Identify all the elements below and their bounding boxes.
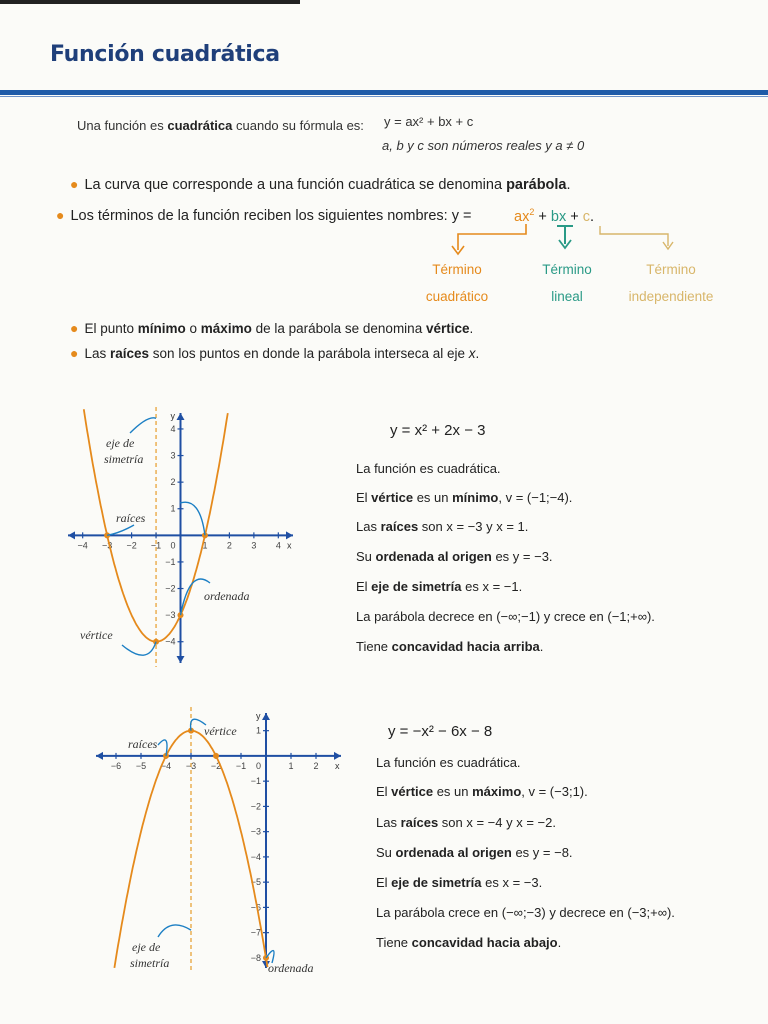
x-tick-label: 2 [226, 540, 232, 551]
origin-label: 0 [255, 760, 261, 771]
y-tick-label: 2 [170, 477, 176, 488]
bullet-4-tail: . [475, 346, 480, 361]
e1l2d: mínimo [452, 490, 499, 505]
e2l2c: es un [433, 784, 473, 799]
bullet-3-strong-1: mínimo [137, 321, 186, 336]
e2l2e: , v = (−3;1). [521, 784, 588, 799]
label-quadratic-term [412, 256, 502, 310]
independent-arrow-path [600, 226, 668, 246]
y-tick-label: −7 [250, 927, 261, 938]
general-formula: y = ax² + bx + c [384, 114, 474, 129]
y-tick-label: −2 [165, 583, 176, 594]
e2l5b: eje de simetría [391, 875, 482, 890]
e1l7b: concavidad hacia arriba [391, 639, 540, 654]
bullet-3-lead: El punto [84, 321, 138, 336]
e1l3c: son x = −3 y x = 1. [418, 519, 529, 534]
y-tick-label: −1 [250, 776, 261, 787]
x-tick-label: −4 [160, 760, 172, 771]
page-title: Función cuadrática [50, 42, 280, 67]
label-quadratic-2: cuadrático [425, 289, 489, 304]
y-tick-label: 1 [170, 503, 176, 514]
top-rule [0, 0, 300, 4]
x-axis-arrow-left [68, 531, 75, 539]
e1l2b: vértice [371, 490, 414, 505]
e2l4b: ordenada al origen [395, 845, 512, 860]
title-underline-thin [0, 96, 768, 97]
x-tick-label: −3 [101, 540, 113, 551]
y-tick-label: −4 [250, 851, 261, 862]
example2-line-4 [376, 845, 573, 860]
x-tick-label: −1 [150, 540, 162, 551]
e2l7a: Tiene [376, 935, 412, 950]
bullet-3-strong-3: vértice [425, 321, 470, 336]
x-tick-label: 4 [275, 540, 281, 551]
label-independent-term [614, 256, 728, 310]
x-tick-label: −5 [135, 760, 147, 771]
x-axis-arrow [334, 752, 341, 760]
e1l7c: . [539, 639, 544, 654]
e1l5a: El [356, 579, 372, 594]
x-tick-label: 1 [288, 760, 294, 771]
e1l3b: raíces [380, 519, 419, 534]
y-tick-label: 4 [170, 423, 176, 434]
definition-tail: cuando su fórmula es: [232, 118, 364, 133]
bullet-4-lead: Las [84, 346, 110, 361]
example2-line-7 [376, 935, 561, 950]
y-tick-label: −2 [250, 801, 261, 812]
y-tick-label: −6 [250, 902, 261, 913]
quadratic-arrow-path [458, 224, 526, 250]
y-axis-arrow [262, 713, 270, 720]
x-axis-label: x [287, 540, 292, 551]
plus-1: + [538, 208, 547, 225]
e1l4c: es y = −3. [491, 549, 553, 564]
y-tick-label: 1 [255, 725, 261, 736]
y-tick-label: −1 [165, 556, 176, 567]
bullet-1-tail: . [566, 177, 571, 193]
y-tick-label: −4 [165, 636, 176, 647]
e1l2c: es un [413, 490, 453, 505]
bullet-3-mid-1: o [185, 321, 201, 336]
example2-line-6: La parábola crece en (−∞;−3) y decrece en (−3;+∞). [376, 905, 675, 920]
bullet-dot: ● [70, 176, 79, 192]
label-quadratic-1: Término [432, 262, 482, 277]
definition-lead: Una función es [77, 118, 168, 133]
x-axis-label: x [335, 760, 340, 771]
e2l5a: El [376, 875, 392, 890]
e1l4a: Su [356, 549, 376, 564]
example1-line-7 [356, 639, 543, 654]
label-linear-2: lineal [551, 289, 583, 304]
bullet-terms [56, 207, 471, 224]
bullet-dot: ● [70, 320, 79, 336]
example1-line-2 [356, 490, 572, 505]
label-vertice-1: vértice [80, 628, 113, 642]
e1l5b: eje de simetría [371, 579, 462, 594]
pointer-arrow [107, 525, 134, 535]
e1l5c: es x = −1. [461, 579, 523, 594]
pointer-arrow [122, 642, 156, 656]
term-quadratic-exponent: 2 [529, 207, 535, 217]
x-axis-arrow [286, 531, 293, 539]
y-axis-arrow [177, 413, 185, 420]
e2l7c: . [557, 935, 562, 950]
bullet-4-mid: son los puntos en donde la parábola interseca al eje [149, 346, 469, 361]
example2-line-3 [376, 815, 556, 830]
bullet-vertex [70, 320, 473, 336]
example2-line-1: La función es cuadrática. [376, 755, 521, 770]
pointer-arrow [180, 502, 205, 535]
example2-line-5 [376, 875, 542, 890]
x-tick-label: 1 [202, 540, 208, 551]
e2l7b: concavidad hacia abajo [411, 935, 558, 950]
y-axis-arrow-bottom [177, 656, 185, 663]
bullet-roots [70, 345, 479, 361]
example1-equation: y = x² + 2x − 3 [390, 422, 486, 439]
bullet-4-x: x [468, 346, 476, 361]
e2l4a: Su [376, 845, 396, 860]
plus-2: + [570, 208, 579, 225]
y-axis-label: y [170, 411, 175, 421]
origin-label: 0 [170, 540, 176, 551]
e1l2e: , v = (−1;−4). [498, 490, 573, 505]
example1-line-4 [356, 549, 553, 564]
example2-equation: y = −x² − 6x − 8 [388, 723, 493, 740]
term-linear: bx [550, 208, 567, 225]
pointer-arrow [158, 925, 191, 937]
parabola-graph-2 [88, 705, 348, 985]
example1-line-3 [356, 519, 528, 534]
x-tick-label: 2 [313, 760, 319, 771]
example2-line-2 [376, 784, 588, 799]
bullet-3-tail: . [469, 321, 474, 336]
label-linear-1: Término [542, 262, 592, 277]
bullet-3-mid-2: de la parábola se denomina [251, 321, 426, 336]
label-ordenada-1: ordenada [204, 589, 250, 603]
label-ordenada-2: ordenada [268, 961, 314, 975]
bullet-4-strong: raíces [110, 346, 150, 361]
x-tick-label: 3 [251, 540, 257, 551]
x-tick-label: −3 [185, 760, 197, 771]
e2l5c: es x = −3. [481, 875, 543, 890]
example1-line-6: La parábola decrece en (−∞;−1) y crece en (−1;+∞). [356, 609, 655, 624]
y-tick-label: −5 [250, 877, 261, 888]
label-independent-1: Término [646, 262, 696, 277]
y-tick-label: 3 [170, 450, 176, 461]
e1l3a: Las [356, 519, 381, 534]
x-tick-label: −2 [210, 760, 222, 771]
y-axis-label: y [256, 711, 261, 721]
x-tick-label: −1 [235, 760, 247, 771]
e1l2a: El [356, 490, 372, 505]
bullet-1-lead: La curva que corresponde a una función cuadrática se denomina [84, 177, 507, 193]
x-axis-arrow-left [96, 752, 103, 760]
formula-condition: a, b y c son números reales y a ≠ 0 [382, 138, 585, 153]
label-simetria-2: simetría [130, 956, 170, 970]
y-tick-label: −8 [250, 952, 261, 963]
x-tick-label: −4 [77, 540, 88, 551]
e2l3a: Las [376, 815, 401, 830]
definition-strong: cuadrática [167, 118, 233, 133]
example1-line-5 [356, 579, 522, 594]
bullet-parabola [70, 176, 571, 193]
label-eje-1: eje de [106, 436, 135, 450]
term-quadratic: ax [514, 208, 530, 225]
e2l2b: vértice [391, 784, 434, 799]
term-independent: c [582, 208, 590, 225]
label-eje-2: eje de [132, 940, 161, 954]
parabola-graph-1 [60, 405, 300, 670]
bullet-dot: ● [70, 345, 79, 361]
definition-text [77, 118, 364, 133]
e1l4b: ordenada al origen [375, 549, 492, 564]
root-point [213, 753, 219, 759]
bullet-1-strong: parábola [506, 177, 567, 193]
label-simetria-1: simetría [104, 452, 144, 466]
label-raices-1: raíces [116, 511, 146, 525]
bullet-2-lead: Los términos de la función reciben los siguientes nombres: y = [70, 208, 472, 224]
e2l2a: El [376, 784, 392, 799]
e2l3b: raíces [400, 815, 439, 830]
e2l3c: son x = −4 y x = −2. [438, 815, 556, 830]
e2l2d: máximo [472, 784, 522, 799]
bullet-2-tail: . [589, 208, 595, 225]
label-raices-2: raíces [128, 737, 158, 751]
label-linear-term [530, 256, 604, 310]
bullet-3-strong-2: máximo [200, 321, 252, 336]
e2l4c: es y = −8. [511, 845, 573, 860]
label-vertice-2: vértice [204, 724, 237, 738]
y-tick-label: −3 [165, 610, 176, 621]
example1-line-1: La función es cuadrática. [356, 461, 501, 476]
x-tick-label: −2 [126, 540, 137, 551]
pointer-arrow [130, 418, 156, 433]
e1l7a: Tiene [356, 639, 392, 654]
y-tick-label: −3 [250, 826, 261, 837]
label-independent-2: independiente [628, 289, 714, 304]
title-underline [0, 90, 768, 95]
bullet-dot: ● [56, 207, 65, 223]
x-tick-label: −6 [110, 760, 122, 771]
